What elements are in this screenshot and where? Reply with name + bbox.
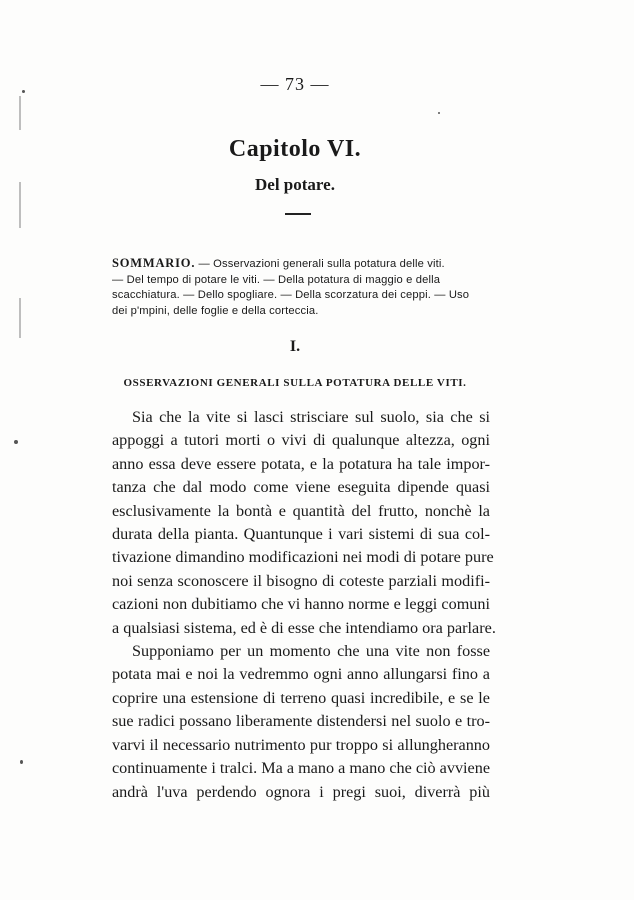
page-number: — 73 — xyxy=(260,74,330,94)
text-line: coprire una estensione di terreno quasi incredibile, e se le xyxy=(112,688,490,707)
chapter-summary xyxy=(112,256,490,319)
text-line: cazioni non dubitiamo che vi hanno norme e leggi comuni xyxy=(112,595,490,614)
text-line: noi senza sconoscere il bisogno di coteste parziali modifi- xyxy=(112,571,490,590)
text-line: sue radici possano liberamente distendersi nel suolo e tro- xyxy=(112,712,490,731)
summary-label: SOMMARIO. xyxy=(112,256,196,270)
section-number: I. xyxy=(289,338,301,355)
scan-speck xyxy=(438,112,440,114)
summary-text: — Osservazioni generali sulla potatura delle viti. xyxy=(195,258,445,270)
text-line: durata della pianta. Quantunque i vari sistemi di sua col- xyxy=(112,525,490,544)
text-line: continuamente i tralci. Ma a mano a mano che ciò avviene xyxy=(112,759,491,778)
text-line: appoggi a tutori morti o vivi di qualunque altezza, ogni xyxy=(112,431,490,450)
text-line: varvi il necessario nutrimento pur troppo si allungheranno xyxy=(112,735,490,754)
scan-speck xyxy=(14,440,18,444)
summary-line xyxy=(112,256,490,273)
text-line: tivazione dimandino modificazioni nei modi di potare pure xyxy=(112,548,494,567)
text-line: andrà l'uva perdendo ognora i pregi suoi, diverrà più xyxy=(112,782,490,801)
scan-margin-mark xyxy=(19,96,21,130)
body-text xyxy=(112,406,496,804)
text-line: Sia che la vite si lasci strisciare sul suolo, sia che si xyxy=(132,408,490,426)
text-line: anno essa deve essere potata, e la potatura ha tale impor- xyxy=(112,454,490,473)
text-line: Supponiamo per un momento che una vite non fosse xyxy=(132,642,490,661)
scan-speck xyxy=(20,760,23,764)
title-divider xyxy=(285,213,311,215)
summary-line: scacchiatura. — Dello spogliare. — Della scorzatura dei ceppi. — Uso xyxy=(112,289,470,301)
summary-line: dei p'mpini, delle foglie e della corteccia. xyxy=(112,304,319,317)
text-line: a qualsiasi sistema, ed è di esse che intendiamo ora parlare. xyxy=(112,618,496,637)
section-heading: OSSERVAZIONI GENERALI SULLA POTATURA DELLE VITI. xyxy=(123,377,467,389)
chapter-title: Capitolo VI. xyxy=(228,136,362,162)
text-line: potata mai e noi la vedremmo ogni anno allungarsi fino a xyxy=(112,665,490,684)
text-line: esclusivamente la bontà e quantità del frutto, nonchè la xyxy=(112,501,490,520)
text-line: tanza che dal modo come viene eseguita dipende quasi xyxy=(112,478,490,497)
scan-margin-mark xyxy=(19,298,21,338)
summary-line: — Del tempo di potare le viti. — Della potatura di maggio e della xyxy=(112,273,441,286)
chapter-subtitle: Del potare. xyxy=(255,175,335,194)
